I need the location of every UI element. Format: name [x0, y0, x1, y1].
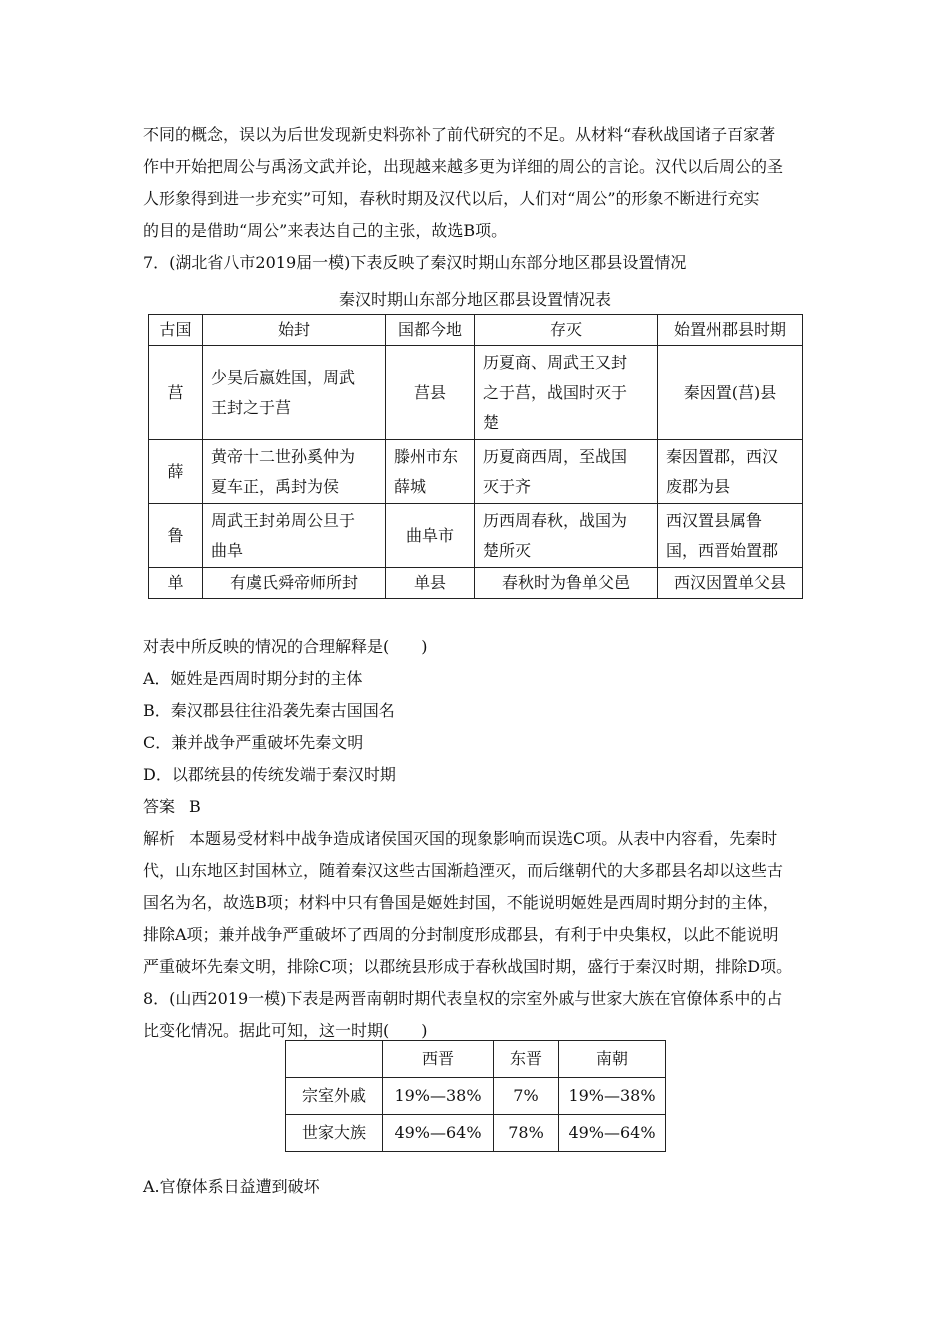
- cell-cunmie: 历夏商西周，至战国 灭于齐: [475, 440, 658, 504]
- q7-analysis-line-4: 排除A项；兼并战争严重破坏了西周的分封制度形成郡县，有利于中央集权，以此不能说明: [143, 925, 779, 944]
- header-cell: 古国: [149, 315, 203, 346]
- cell-feng: 周武王封弟周公旦于 曲阜: [203, 504, 386, 568]
- q7-option-d: D．以郡统县的传统发端于秦汉时期: [143, 765, 396, 784]
- cell-cunmie: 春秋时为鲁单父邑: [475, 568, 658, 599]
- intro-line-4: 的目的是借助“周公”来表达自己的主张，故选B项。: [143, 221, 508, 240]
- intro-line-3: 人形象得到进一步充实”可知，春秋时期及汉代以后，人们对“周公”的形象不断进行充实: [143, 189, 760, 208]
- row-label: 世家大族: [286, 1115, 383, 1152]
- header-cell: 西晋: [383, 1041, 494, 1078]
- q8-table: [285, 1040, 666, 1152]
- q7-analysis-line-3: 国名为名，故选B项；材料中只有鲁国是姬姓封国，不能说明姬姓是西周时期分封的主体，: [143, 893, 779, 912]
- q7-table-caption: 秦汉时期山东部分地区郡县设置情况表: [338, 290, 611, 309]
- table-row: [149, 346, 803, 440]
- cell-value: 19%—38%: [559, 1078, 666, 1115]
- q7-option-b: B．秦汉郡县往往沿袭先秦古国国名: [143, 701, 395, 720]
- intro-line-2: 作中开始把周公与禹汤文武并论，出现越来越多更为详细的周公的言论。汉代以后周公的圣: [143, 157, 784, 176]
- cell-zhi: 西汉因置单父县: [658, 568, 803, 599]
- cell-value: 49%—64%: [559, 1115, 666, 1152]
- intro-line-1: 不同的概念，误以为后世发现新史料弥补了前代研究的不足。从材料“春秋战国诸子百家著: [143, 125, 776, 144]
- cell-guo: 莒: [149, 346, 203, 440]
- table-header-row: [149, 315, 803, 346]
- cell-cunmie: 历西周春秋，战国为 楚所灭: [475, 504, 658, 568]
- q7-question: 对表中所反映的情况的合理解释是( ): [143, 637, 428, 656]
- cell-value: 7%: [494, 1078, 559, 1115]
- cell-guo: 薛: [149, 440, 203, 504]
- table-row: [149, 568, 803, 599]
- cell-feng: 有虞氏舜帝师所封: [203, 568, 386, 599]
- header-cell: 始封: [203, 315, 386, 346]
- header-cell: [286, 1041, 383, 1078]
- q7-stem: 7．(湖北省八市2019届一模)下表反映了秦汉时期山东部分地区郡县设置情况: [143, 253, 687, 272]
- table-row: [286, 1115, 666, 1152]
- q7-answer: [143, 796, 201, 818]
- q7-analysis-line-5: 严重破坏先秦文明，排除C项；以郡统县形成于春秋战国时期，盛行于秦汉时期，排除D项。: [143, 957, 793, 976]
- header-cell: 东晋: [494, 1041, 559, 1078]
- header-cell: 存灭: [475, 315, 658, 346]
- cell-guo: 单: [149, 568, 203, 599]
- q7-option-c: C．兼并战争严重破坏先秦文明: [143, 733, 364, 752]
- cell-du: 曲阜市: [386, 504, 475, 568]
- answer-value: B: [189, 797, 201, 816]
- header-cell: 国都今地: [386, 315, 475, 346]
- header-cell: 始置州郡县时期: [658, 315, 803, 346]
- q8-option-a: A.官僚体系日益遭到破坏: [143, 1177, 320, 1196]
- cell-du: 滕州市东 薛城: [386, 440, 475, 504]
- q7-table: [148, 314, 803, 599]
- cell-guo: 鲁: [149, 504, 203, 568]
- cell-du: 单县: [386, 568, 475, 599]
- analysis-text: 本题易受材料中战争造成诸侯国灭国的现象影响而误选C项。从表中内容看，先秦时: [189, 829, 778, 848]
- cell-feng: 黄帝十二世孙奚仲为 夏车正，禹封为侯: [203, 440, 386, 504]
- table-header-row: [286, 1041, 666, 1078]
- q7-analysis-line-1: [143, 828, 777, 850]
- row-label: 宗室外戚: [286, 1078, 383, 1115]
- answer-label: 答案: [143, 797, 176, 816]
- cell-zhi: 秦因置(莒)县: [658, 346, 803, 440]
- analysis-label: 解析: [143, 829, 176, 848]
- cell-feng: 少昊后嬴姓国，周武 王封之于莒: [203, 346, 386, 440]
- cell-zhi: 西汉置县属鲁 国，西晋始置郡: [658, 504, 803, 568]
- cell-value: 19%—38%: [383, 1078, 494, 1115]
- cell-cunmie: 历夏商、周武王又封 之于莒，战国时灭于 楚: [475, 346, 658, 440]
- q8-stem-line-1: 8．(山西2019一模)下表是两晋南朝时期代表皇权的宗室外戚与世家大族在官僚体系中的占: [143, 989, 783, 1008]
- table-row: [149, 440, 803, 504]
- cell-value: 49%—64%: [383, 1115, 494, 1152]
- cell-du: 莒县: [386, 346, 475, 440]
- q7-analysis-line-2: 代，山东地区封国林立，随着秦汉这些古国渐趋湮灭，而后继朝代的大多郡县名却以这些古: [143, 861, 784, 880]
- table-row: [286, 1078, 666, 1115]
- header-cell: 南朝: [559, 1041, 666, 1078]
- cell-value: 78%: [494, 1115, 559, 1152]
- q8-stem-line-2: 比变化情况。据此可知，这一时期( ): [143, 1021, 428, 1040]
- table-row: [149, 504, 803, 568]
- q7-option-a: A．姬姓是西周时期分封的主体: [143, 669, 363, 688]
- cell-zhi: 秦因置郡，西汉 废郡为县: [658, 440, 803, 504]
